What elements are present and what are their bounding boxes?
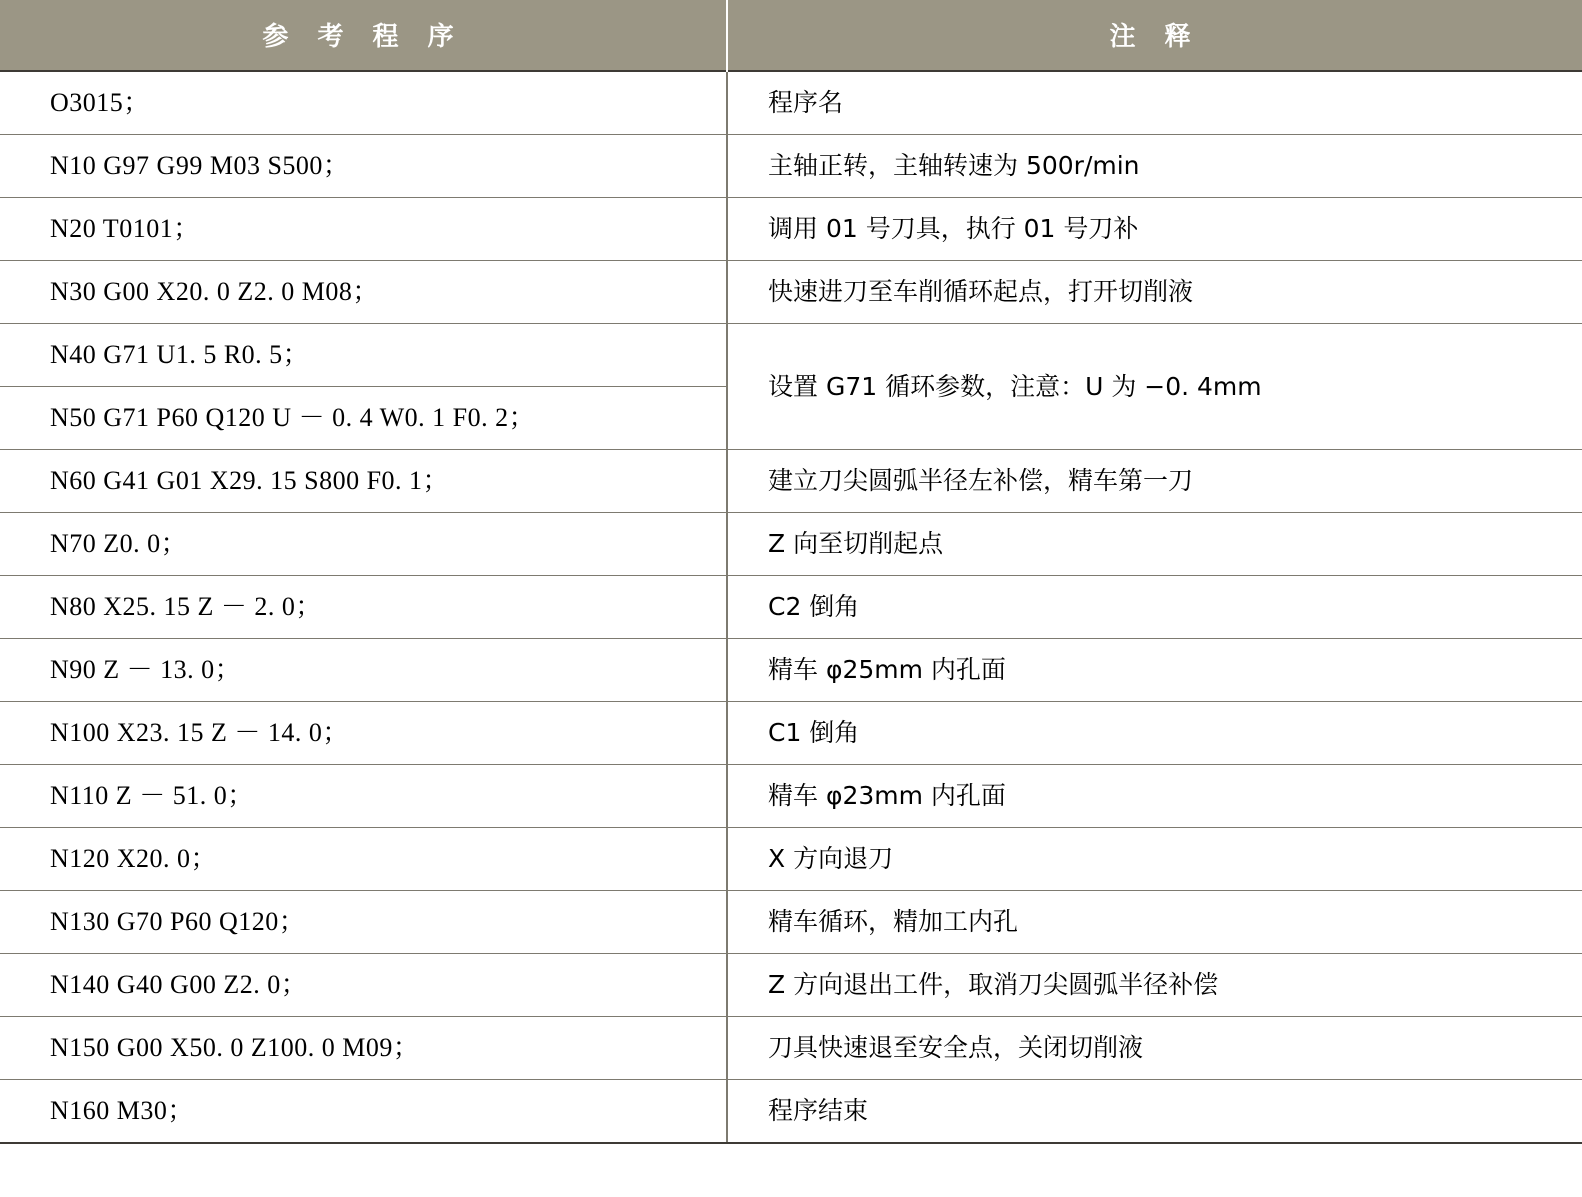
- note-cell: 程序结束: [727, 1080, 1582, 1144]
- program-code-cell: N100 X23. 15 Z － 14. 0；: [0, 702, 727, 765]
- table-row: [0, 513, 1582, 576]
- table-row: [0, 135, 1582, 198]
- note-cell: Z 向至切削起点: [727, 513, 1582, 576]
- table-header: [0, 0, 1582, 71]
- note-cell: 主轴正转，主轴转速为 500r/min: [727, 135, 1582, 198]
- note-cell: 程序名: [727, 71, 1582, 135]
- table-row: [0, 828, 1582, 891]
- program-code-cell: N10 G97 G99 M03 S500；: [0, 135, 727, 198]
- program-code-cell: N50 G71 P60 Q120 U － 0. 4 W0. 1 F0. 2；: [0, 387, 727, 450]
- table-row: [0, 1080, 1582, 1144]
- note-cell: 建立刀尖圆弧半径左补偿，精车第一刀: [727, 450, 1582, 513]
- note-cell-merged: 设置 G71 循环参数，注意：U 为 −0. 4mm: [727, 324, 1582, 450]
- program-code-cell: N160 M30；: [0, 1080, 727, 1144]
- note-cell: 精车 φ25mm 内孔面: [727, 639, 1582, 702]
- table-body: [0, 71, 1582, 1143]
- program-code-cell: N140 G40 G00 Z2. 0；: [0, 954, 727, 1017]
- table-row: [0, 765, 1582, 828]
- note-cell: 精车 φ23mm 内孔面: [727, 765, 1582, 828]
- program-code-cell: N150 G00 X50. 0 Z100. 0 M09；: [0, 1017, 727, 1080]
- program-code-cell: N60 G41 G01 X29. 15 S800 F0. 1；: [0, 450, 727, 513]
- note-cell: Z 方向退出工件，取消刀尖圆弧半径补偿: [727, 954, 1582, 1017]
- note-cell: 刀具快速退至安全点，关闭切削液: [727, 1017, 1582, 1080]
- table-row: [0, 71, 1582, 135]
- table-row: [0, 954, 1582, 1017]
- table-row: [0, 702, 1582, 765]
- program-code-cell: N130 G70 P60 Q120；: [0, 891, 727, 954]
- table-row: [0, 639, 1582, 702]
- program-code-cell: N40 G71 U1. 5 R0. 5；: [0, 324, 727, 387]
- program-code-cell: N30 G00 X20. 0 Z2. 0 M08；: [0, 261, 727, 324]
- program-code-cell: N120 X20. 0；: [0, 828, 727, 891]
- program-code-cell: N80 X25. 15 Z － 2. 0；: [0, 576, 727, 639]
- program-code-cell: N20 T0101；: [0, 198, 727, 261]
- note-cell: 快速进刀至车削循环起点，打开切削液: [727, 261, 1582, 324]
- program-code-cell: N110 Z － 51. 0；: [0, 765, 727, 828]
- program-code-cell: O3015；: [0, 71, 727, 135]
- table-row: [0, 261, 1582, 324]
- note-cell: C2 倒角: [727, 576, 1582, 639]
- table-row: [0, 450, 1582, 513]
- header-cell-note: 注 释: [727, 0, 1582, 71]
- table-header-row: [0, 0, 1582, 71]
- table-row: [0, 576, 1582, 639]
- header-cell-program: 参 考 程 序: [0, 0, 727, 71]
- table-row: [0, 198, 1582, 261]
- program-code-cell: N90 Z － 13. 0；: [0, 639, 727, 702]
- note-cell: C1 倒角: [727, 702, 1582, 765]
- note-cell: X 方向退刀: [727, 828, 1582, 891]
- note-cell: 精车循环，精加工内孔: [727, 891, 1582, 954]
- table-row: [0, 891, 1582, 954]
- table-row: [0, 324, 1582, 387]
- note-cell: 调用 01 号刀具，执行 01 号刀补: [727, 198, 1582, 261]
- program-code-cell: N70 Z0. 0；: [0, 513, 727, 576]
- table-row: [0, 1017, 1582, 1080]
